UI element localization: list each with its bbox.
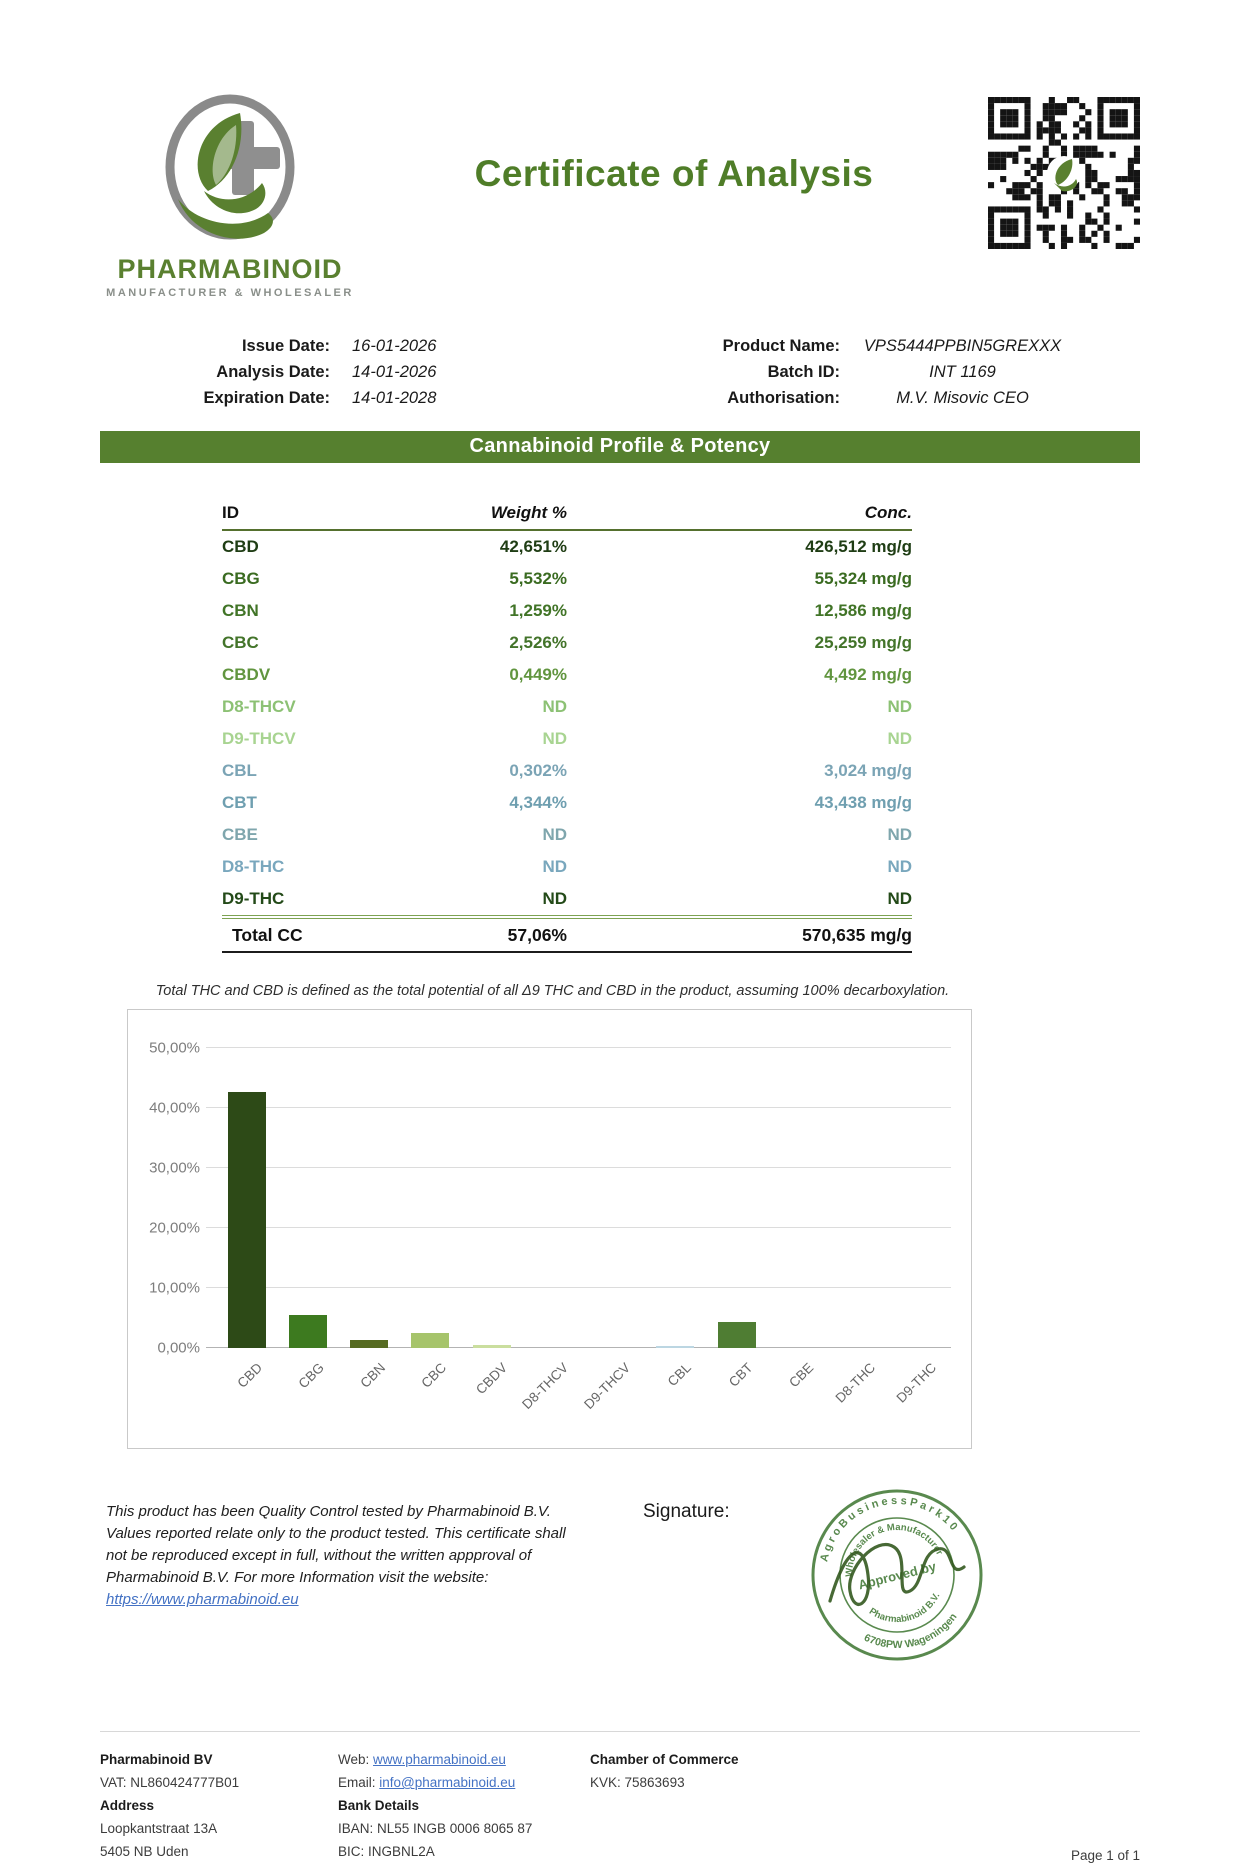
table-row — [222, 563, 912, 595]
table-row — [222, 851, 912, 883]
x-axis-tick-label: CBT — [725, 1360, 756, 1390]
footer-web-label: Web: — [338, 1752, 374, 1767]
table-row — [222, 595, 912, 627]
company-logo — [100, 95, 360, 299]
info-row — [620, 359, 1140, 385]
total-label: Total CC — [232, 924, 303, 945]
cell-conc: 43,438 mg/g — [814, 793, 912, 812]
brand-subtitle: MANUFACTURER & WHOLESALER — [106, 287, 354, 299]
table-total-row — [222, 915, 912, 953]
footer — [100, 1748, 1140, 1863]
info-value: INT 1169 — [929, 363, 996, 381]
cell-id: D9-THC — [222, 889, 285, 908]
chart-plot-area — [149, 1039, 951, 1412]
info-label: Product Name: — [722, 337, 840, 355]
cell-weight: 42,651% — [499, 537, 567, 556]
footer-company-col — [100, 1748, 338, 1863]
info-product — [620, 333, 1140, 411]
cannabinoid-table — [222, 497, 912, 953]
footer-web — [338, 1748, 590, 1771]
bar-slot — [277, 1048, 338, 1392]
footer-company-name: Pharmabinoid BV — [100, 1752, 213, 1767]
cell-conc: 426,512 mg/g — [805, 537, 912, 556]
col-header-conc: Conc. — [864, 503, 912, 522]
cell-weight: ND — [542, 729, 567, 748]
cell-conc: 4,492 mg/g — [824, 665, 912, 684]
signature-label: Signature: — [643, 1501, 730, 1522]
brand-name: PHARMABINOID — [117, 254, 343, 284]
cell-weight: ND — [542, 825, 567, 844]
approval-stamp — [802, 1483, 992, 1673]
cell-id: CBG — [222, 569, 260, 588]
page-number: Page 1 of 1 — [1070, 1848, 1140, 1863]
cell-weight: ND — [542, 697, 567, 716]
bar-slot — [519, 1048, 583, 1412]
x-axis-tick-label: D8-THCV — [519, 1360, 572, 1412]
footer-address-line2: 5405 NB Uden — [100, 1844, 189, 1859]
cell-id: CBL — [222, 761, 257, 780]
y-axis-tick-label: 30,00% — [149, 1159, 200, 1177]
y-axis-tick-label: 20,00% — [149, 1219, 200, 1237]
cell-id: CBD — [222, 537, 259, 556]
website-link[interactable]: https://www.pharmabinoid.eu — [106, 1591, 299, 1608]
y-axis-tick-label: 40,00% — [149, 1099, 200, 1117]
stamp-center-text: Approved by — [856, 1558, 938, 1593]
bar-slot — [580, 1048, 645, 1412]
y-axis-tick-label: 10,00% — [149, 1279, 200, 1297]
table-row — [222, 691, 912, 723]
bar-cbd — [228, 1092, 266, 1348]
cell-conc: 12,586 mg/g — [814, 601, 912, 620]
cell-weight: 1,259% — [509, 601, 567, 620]
footer-bank-heading: Bank Details — [338, 1798, 420, 1813]
info-value: VPS5444PPBIN5GREXXX — [863, 337, 1062, 355]
bar-slot — [400, 1048, 461, 1391]
bar-cbdv — [473, 1345, 511, 1348]
bar-slot — [706, 1048, 767, 1390]
qr-code — [988, 97, 1140, 249]
bar-slot — [461, 1048, 522, 1398]
footer-email-label: Email: — [338, 1775, 380, 1790]
document-info — [100, 333, 1140, 411]
table-row — [222, 819, 912, 851]
potency-bar-chart — [127, 1009, 972, 1449]
info-label: Batch ID: — [767, 363, 840, 381]
cell-conc: 25,259 mg/g — [814, 633, 912, 652]
bar-cbc — [411, 1333, 449, 1348]
bar-slot — [216, 1048, 277, 1391]
cell-weight: 2,526% — [509, 633, 567, 652]
chart-bars — [216, 1048, 951, 1412]
pharmabinoid-logo-icon — [144, 95, 316, 247]
cell-id: CBDV — [222, 665, 271, 684]
col-header-weight: Weight % — [490, 503, 567, 522]
y-axis-tick-label: 50,00% — [149, 1039, 200, 1057]
bar-slot — [645, 1048, 706, 1390]
cell-id: CBE — [222, 825, 258, 844]
footer-email-link[interactable]: info@pharmabinoid.eu — [379, 1775, 516, 1790]
info-row — [100, 385, 620, 411]
bar-slot — [829, 1048, 890, 1406]
x-axis-tick-label: CBG — [295, 1360, 327, 1392]
info-value: 16-01-2026 — [352, 337, 437, 355]
decarboxylation-note: Total THC and CBD is defined as the total potential of all Δ9 THC and CBD in the product, assuming 100% decarboxylation. — [155, 983, 950, 999]
table-row — [222, 755, 912, 787]
x-axis-tick-label: CBD — [234, 1360, 266, 1391]
cell-weight: ND — [542, 857, 567, 876]
x-axis-tick-label: CBDV — [473, 1360, 511, 1398]
stamp-outer-top-text: A g r o B u s i n e s s P a r k 1 0 — [818, 1494, 960, 1563]
table-row — [222, 627, 912, 659]
table-row — [222, 723, 912, 755]
cell-conc: ND — [887, 857, 912, 876]
footer-coc-col — [590, 1748, 1071, 1863]
table-row — [222, 659, 912, 691]
cell-weight: 0,449% — [509, 665, 567, 684]
cell-conc: 3,024 mg/g — [824, 761, 912, 780]
section-banner: Cannabinoid Profile & Potency — [100, 431, 1140, 463]
stamp-outer-bottom-text: 6708PW Wageningen — [862, 1611, 960, 1652]
info-dates — [100, 333, 620, 411]
x-axis-tick-label: CBN — [356, 1360, 388, 1391]
bar-slot — [339, 1048, 400, 1391]
bar-cbg — [289, 1315, 327, 1348]
bar-slot — [890, 1048, 951, 1406]
approval-stamp-icon — [802, 1483, 992, 1668]
header — [100, 95, 1140, 299]
stamp-ring-top-text: Wholesaler & Manufacturer — [843, 1521, 945, 1578]
footer-address-heading: Address — [100, 1798, 155, 1813]
x-axis-tick-label: D9-THCV — [580, 1360, 633, 1412]
footer-address-line1: Loopkantstraat 13A — [100, 1821, 218, 1836]
footer-divider — [100, 1731, 1140, 1732]
cell-weight: 4,344% — [509, 793, 567, 812]
table-row — [222, 883, 912, 915]
info-value: 14-01-2026 — [352, 363, 437, 381]
info-label: Analysis Date: — [216, 363, 330, 381]
cell-id: D9-THCV — [222, 729, 296, 748]
cell-id: CBT — [222, 793, 257, 812]
cell-id: D8-THCV — [222, 697, 296, 716]
y-axis-tick-label: 0,00% — [157, 1339, 200, 1357]
cell-conc: ND — [887, 889, 912, 908]
bar-cbn — [350, 1340, 388, 1348]
cell-weight: ND — [542, 889, 567, 908]
disclaimer-text — [106, 1501, 581, 1611]
bar-slot — [767, 1048, 828, 1391]
info-value: M.V. Misovic CEO — [896, 389, 1029, 407]
footer-bic: BIC: INGBNL2A — [338, 1844, 435, 1859]
page-title: Certificate of Analysis — [474, 153, 874, 194]
stamp-ring-bottom-text: Pharmabinoid B.V. — [866, 1591, 943, 1626]
x-axis-tick-label: D8-THC — [832, 1360, 878, 1406]
footer-coc-heading: Chamber of Commerce — [590, 1752, 739, 1767]
footer-email — [338, 1771, 590, 1794]
cell-conc: ND — [887, 729, 912, 748]
cell-id: D8-THC — [222, 857, 285, 876]
info-label: Expiration Date: — [203, 389, 330, 407]
qr-code-icon — [988, 97, 1140, 249]
cell-conc: 55,324 mg/g — [814, 569, 912, 588]
bar-cbl — [656, 1346, 694, 1348]
info-row — [100, 333, 620, 359]
table-body — [222, 531, 912, 915]
signature-section — [100, 1494, 1140, 1673]
x-axis-tick-label: CBL — [664, 1360, 694, 1390]
info-value: 14-01-2028 — [352, 389, 437, 407]
cell-conc: ND — [887, 825, 912, 844]
cell-weight: 5,532% — [509, 569, 567, 588]
info-row — [620, 385, 1140, 411]
cell-conc: ND — [887, 697, 912, 716]
footer-kvk: KVK: 75863693 — [590, 1775, 685, 1790]
info-label: Authorisation: — [727, 389, 840, 407]
total-conc: 570,635 mg/g — [802, 924, 912, 945]
footer-iban: IBAN: NL55 INGB 0006 8065 87 — [338, 1821, 533, 1836]
x-axis-tick-label: D9-THC — [893, 1360, 939, 1406]
svg-text:Pharmabinoid B.V. — [865, 1589, 947, 1633]
footer-web-link[interactable]: www.pharmabinoid.eu — [373, 1752, 506, 1767]
info-row — [100, 359, 620, 385]
cell-id: CBC — [222, 633, 259, 652]
table-header-row — [222, 497, 912, 531]
col-header-id: ID — [222, 503, 239, 522]
cell-weight: 0,302% — [509, 761, 567, 780]
disclaimer-body: This product has been Quality Control tested by Pharmabinoid B.V. Values reported relate only to the product tested. This certificate shall not be reproduced except in full, without the written appproval of Pharmabinoid B.V. For more Information visit the website: — [106, 1503, 566, 1586]
table-row — [222, 787, 912, 819]
x-axis-tick-label: CBC — [418, 1360, 449, 1391]
x-axis-tick-label: CBE — [786, 1360, 817, 1391]
info-row — [620, 333, 1140, 359]
bar-cbt — [718, 1322, 756, 1348]
footer-vat: VAT: NL860424777B01 — [100, 1775, 240, 1790]
table-row — [222, 531, 912, 563]
cell-id: CBN — [222, 601, 259, 620]
footer-contact-col — [338, 1748, 590, 1863]
info-label: Issue Date: — [241, 337, 330, 355]
total-weight: 57,06% — [507, 924, 567, 945]
